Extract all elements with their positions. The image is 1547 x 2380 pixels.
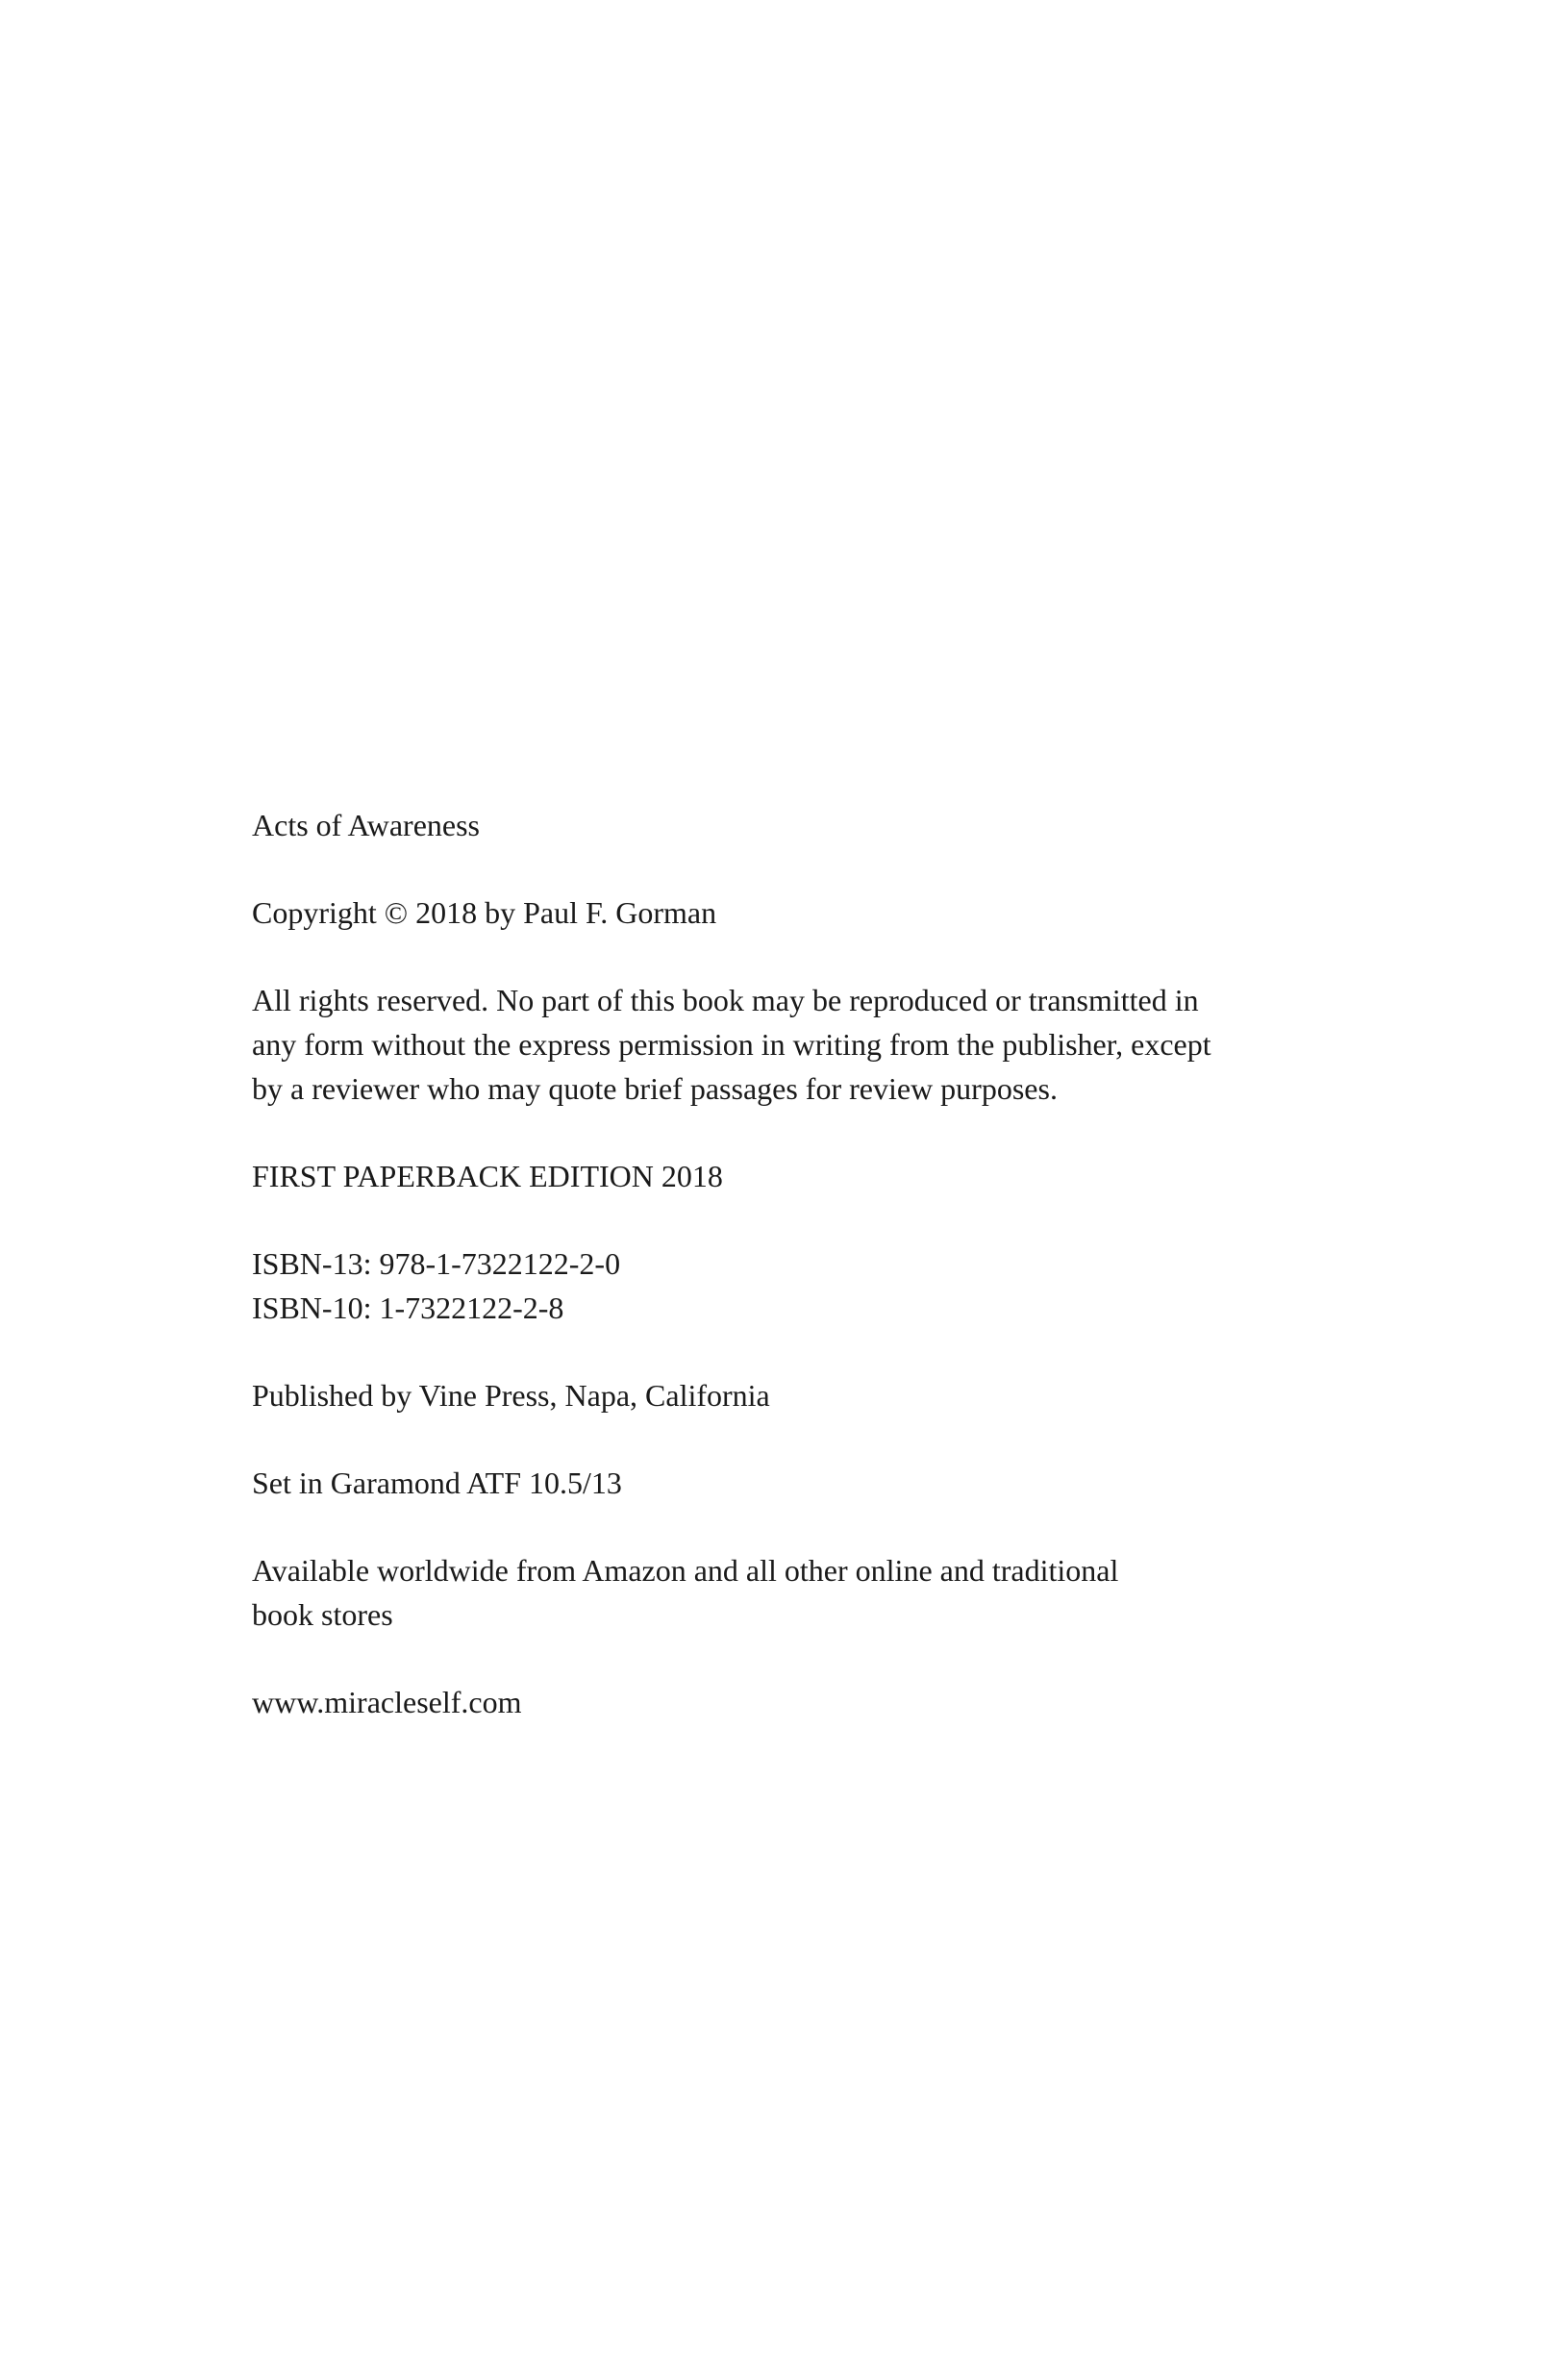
availability-statement <box>252 1548 1338 1637</box>
publisher-statement <box>252 1373 1338 1417</box>
rights-line: any form without the express permission in writing from the publisher, except <box>252 1027 1211 1062</box>
edition-statement <box>252 1154 1338 1198</box>
copyright-notice-text: Copyright © 2018 by Paul F. Gorman <box>252 895 717 930</box>
isbn-block <box>252 1241 1338 1330</box>
typeface-text: Set in Garamond ATF 10.5/13 <box>252 1466 622 1500</box>
availability-line: book stores <box>252 1597 393 1632</box>
isbn-10: ISBN-10: 1-7322122-2-8 <box>252 1290 564 1325</box>
availability-line: Available worldwide from Amazon and all other online and traditional <box>252 1553 1119 1588</box>
rights-statement <box>252 978 1338 1111</box>
edition-text: FIRST PAPERBACK EDITION 2018 <box>252 1159 723 1193</box>
book-title <box>252 803 1338 847</box>
website-url: www.miracleself.com <box>252 1685 522 1719</box>
publisher-text: Published by Vine Press, Napa, California <box>252 1378 770 1413</box>
copyright-notice <box>252 890 1338 935</box>
website <box>252 1680 1338 1724</box>
rights-line: All rights reserved. No part of this book may be reproduced or transmitted in <box>252 983 1199 1017</box>
book-title-text: Acts of Awareness <box>252 808 480 842</box>
rights-line: by a reviewer who may quote brief passages for review purposes. <box>252 1071 1058 1106</box>
copyright-page-block <box>252 803 1338 1767</box>
typeface-statement <box>252 1461 1338 1505</box>
isbn-13: ISBN-13: 978-1-7322122-2-0 <box>252 1246 621 1281</box>
